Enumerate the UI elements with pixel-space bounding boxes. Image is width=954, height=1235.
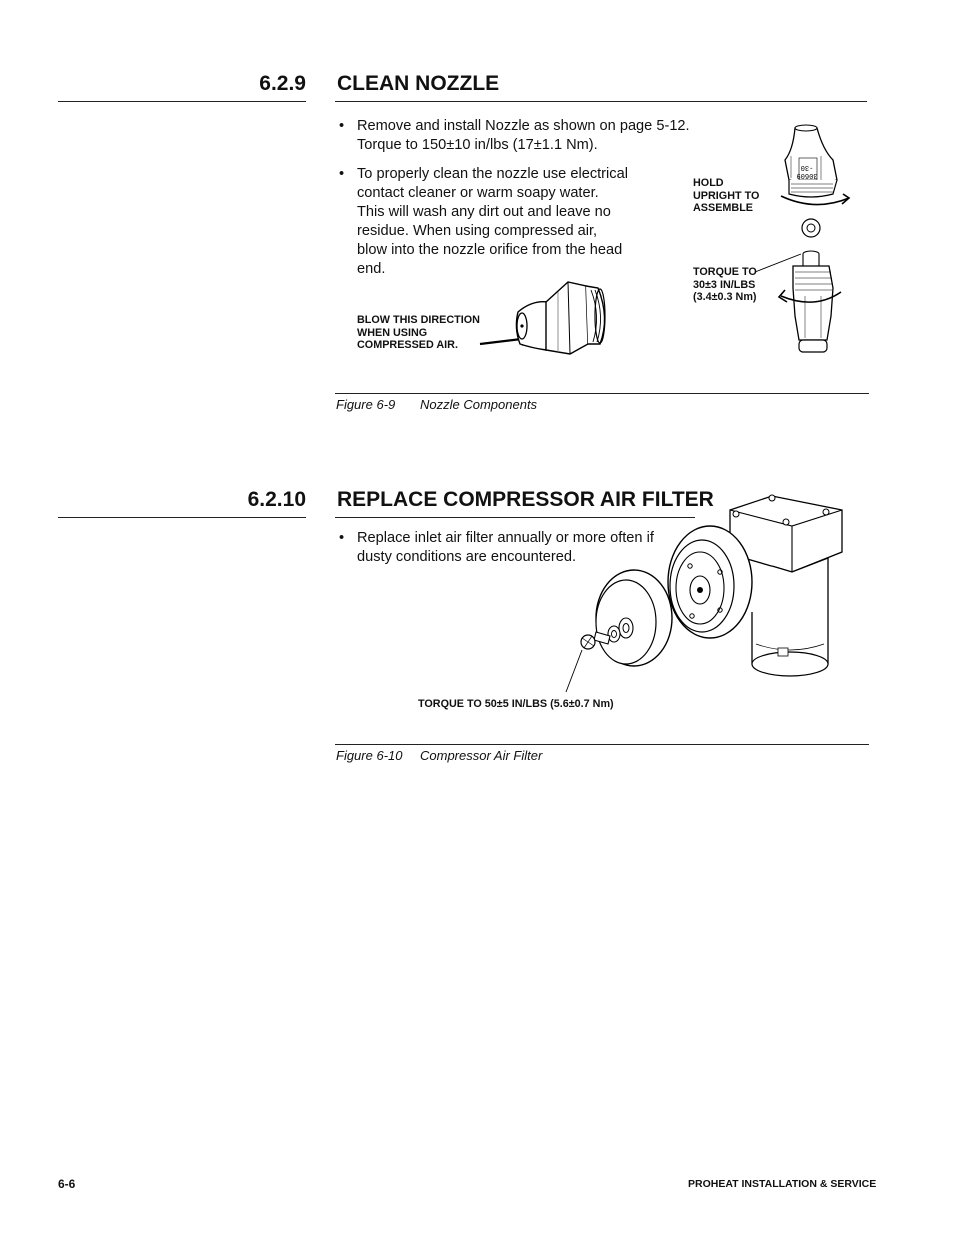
section-number: 6.2.9 bbox=[259, 72, 306, 95]
section-title: REPLACE COMPRESSOR AIR FILTER bbox=[337, 488, 714, 511]
nozzle-side-illustration bbox=[470, 278, 620, 358]
document-title: PROHEAT INSTALLATION & SERVICE bbox=[688, 1178, 877, 1190]
figure-title: Nozzle Components bbox=[420, 397, 538, 412]
torque-callout: TORQUE TO 30±3 IN/LBS (3.4±0.3 Nm) bbox=[693, 266, 757, 303]
hold-upright-callout: HOLD UPRIGHT TO ASSEMBLE bbox=[693, 177, 760, 214]
torque-callout: TORQUE TO 50±5 IN/LBS (5.6±0.7 Nm) bbox=[418, 698, 614, 710]
section-number: 6.2.10 bbox=[247, 488, 306, 511]
figure-title: Compressor Air Filter bbox=[420, 748, 543, 763]
nozzle-stamp-line1: 30609 bbox=[796, 171, 818, 179]
section-rule-left bbox=[58, 517, 306, 518]
bullet-item: • Remove and install Nozzle as shown on page 5-12. Torque to 150±10 in/lbs (17±1.1 Nm). bbox=[337, 117, 709, 155]
blow-direction-callout: BLOW THIS DIRECTION WHEN USING COMPRESSED AIR. bbox=[357, 314, 480, 351]
compressor-illustration bbox=[560, 492, 850, 692]
bullet-list bbox=[337, 117, 709, 289]
section-rule-right bbox=[335, 101, 867, 102]
figure-label: Figure 6-10 bbox=[336, 748, 403, 763]
section-rule-left bbox=[58, 101, 306, 102]
section-title: CLEAN NOZZLE bbox=[337, 72, 500, 95]
figure-rule bbox=[335, 393, 869, 394]
bullet-item: • Replace inlet air filter annually or more often if dusty conditions are encountered. bbox=[337, 529, 667, 567]
nozzle-assembly-illustration bbox=[745, 120, 855, 360]
bullet-item: • To properly clean the nozzle use electrical contact cleaner or warm soapy water. This will wash any dirt out and leave no residue. When using compressed air, blow into the nozzle orifice from the head end. bbox=[337, 165, 630, 279]
page-number: 6-6 bbox=[58, 1177, 76, 1191]
figure-label: Figure 6-9 bbox=[336, 397, 396, 412]
nozzle-stamp-line2: -30 bbox=[800, 163, 814, 171]
figure-rule bbox=[335, 744, 869, 745]
